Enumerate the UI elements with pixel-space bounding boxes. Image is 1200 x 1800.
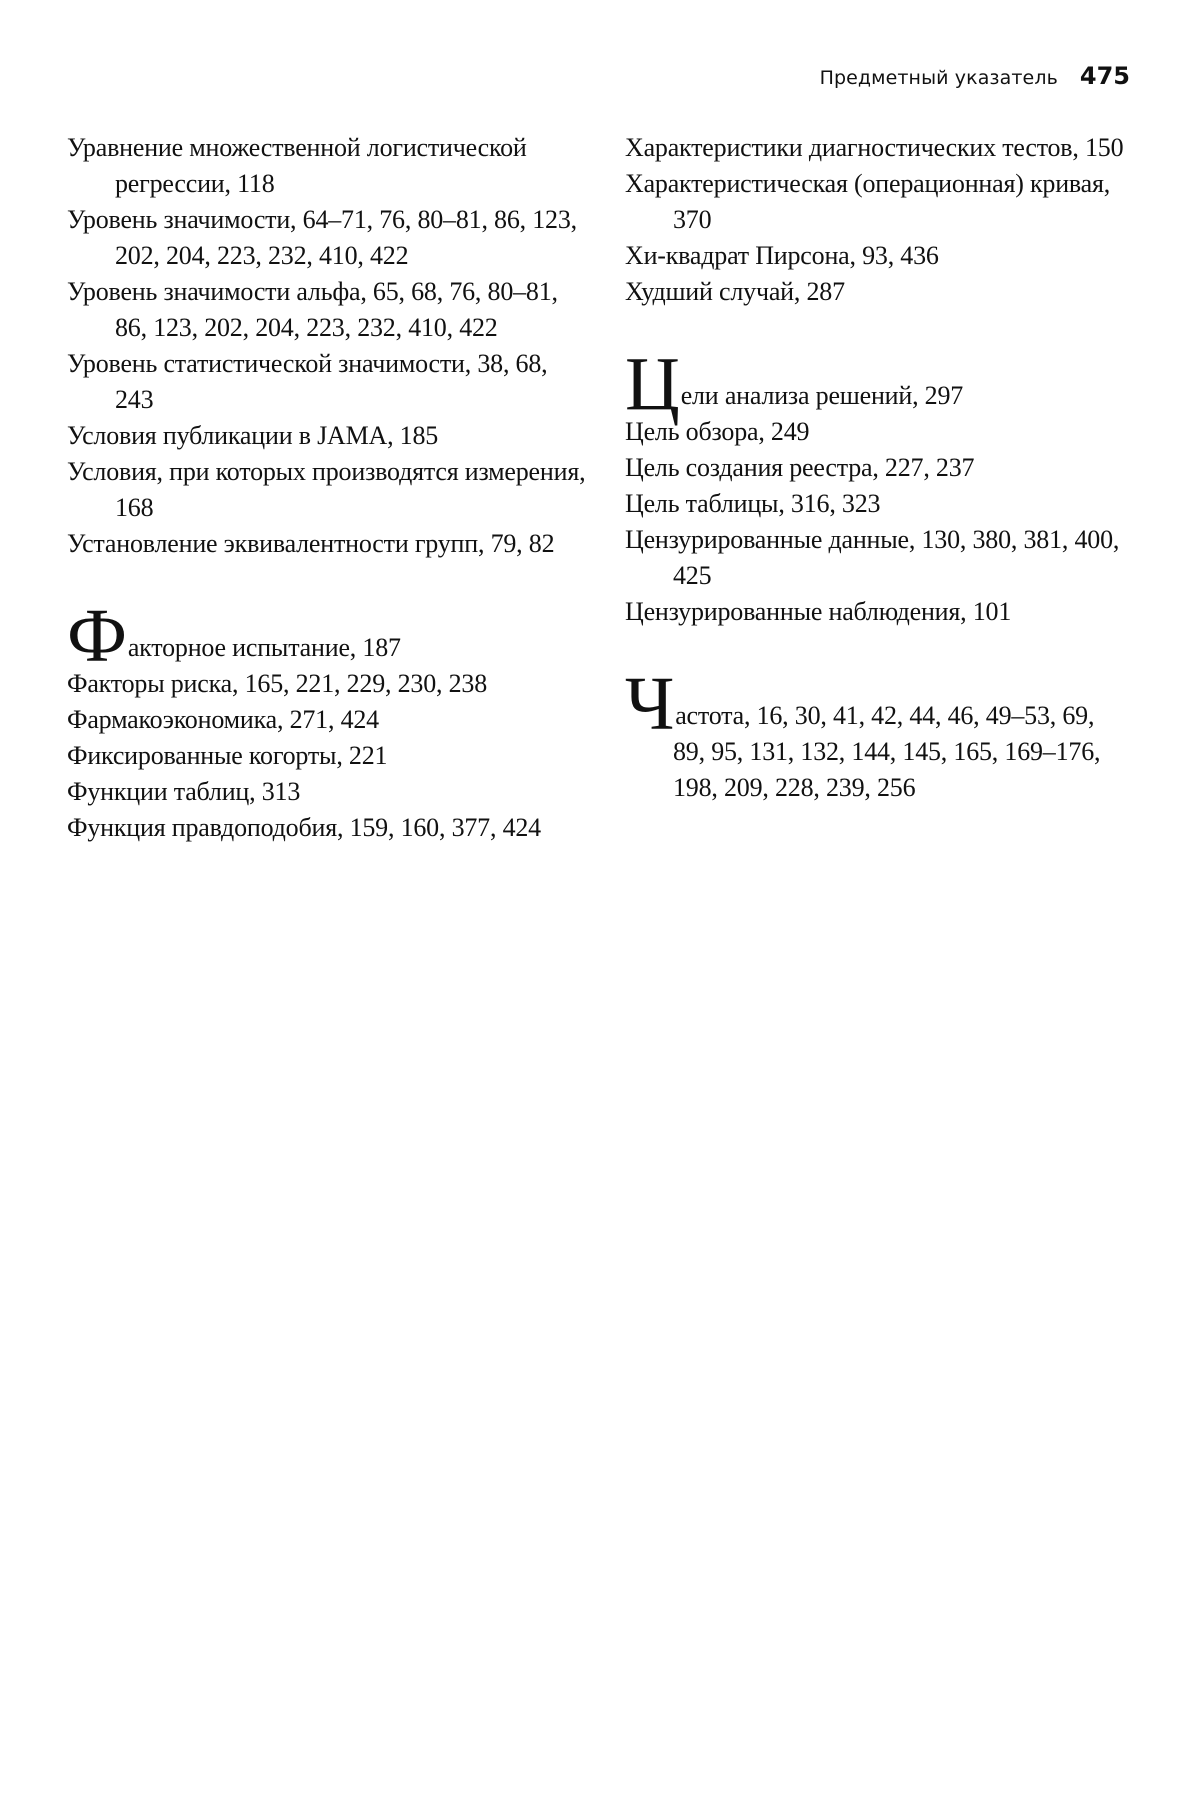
index-entry: Факторы риска, 165, 221, 229, 230, 238 xyxy=(67,669,487,698)
index-entry: Характеристики диагностических тестов, 150 xyxy=(625,133,1124,162)
drop-cap-letter: Ф xyxy=(67,594,127,678)
running-head xyxy=(820,62,1130,90)
section-first-entry-text: акторное испытание, 187 xyxy=(127,633,401,662)
index-entry: Условия, при которых производятся измерения, 168 xyxy=(67,457,586,522)
right-column xyxy=(625,130,1145,806)
index-entry: Цель создания реестра, 227, 237 xyxy=(625,453,975,482)
index-entry: Цензурированные наблюдения, 101 xyxy=(625,597,1012,626)
left-column xyxy=(67,130,587,846)
drop-cap-letter: Ц xyxy=(625,342,680,426)
index-entry: Уровень значимости, 64–71, 76, 80–81, 86, 123, 202, 204, 223, 232, 410, 422 xyxy=(67,205,577,270)
index-entry: Уровень статистической значимости, 38, 68, 243 xyxy=(67,349,548,414)
entry-continuation: 89, 95, 131, 132, 144, 145, 165, 169–176, 198, 209, 228, 239, 256 xyxy=(673,737,1101,802)
section-first-entry-text: астота, 16, 30, 41, 42, 44, 46, 49–53, 69, xyxy=(675,701,1095,730)
drop-cap-letter: Ч xyxy=(625,662,675,746)
index-entry: Фиксированные когорты, 221 xyxy=(67,741,388,770)
index-entry: Уровень значимости альфа, 65, 68, 76, 80–81, 86, 123, 202, 204, 223, 232, 410, 422 xyxy=(67,277,558,342)
index-entry: Фармакоэкономика, 271, 424 xyxy=(67,705,379,734)
running-head-title: Предметный указатель xyxy=(819,67,1058,89)
section-first-entry-text: ели анализа решений, 297 xyxy=(680,381,964,410)
section-first-entry xyxy=(67,594,587,678)
index-entry: Установление эквивалентности групп, 79, 82 xyxy=(67,529,555,558)
index-entry: Характеристическая (операционная) кривая, 370 xyxy=(625,169,1111,234)
index-entry: Условия публикации в JAMA, 185 xyxy=(67,421,439,450)
index-entry: Уравнение множественной логистической регрессии, 118 xyxy=(67,133,527,198)
index-entry: Хи-квадрат Пирсона, 93, 436 xyxy=(625,241,939,270)
page-number: 475 xyxy=(1079,62,1130,90)
index-entry: Цель таблицы, 316, 323 xyxy=(625,489,881,518)
index-entry: Цель обзора, 249 xyxy=(625,417,810,446)
index-entry: Функция правдоподобия, 159, 160, 377, 424 xyxy=(67,813,541,842)
section-first-entry xyxy=(625,662,1145,746)
index-entry: Худший случай, 287 xyxy=(625,277,845,306)
index-entry: Функции таблиц, 313 xyxy=(67,777,301,806)
section-first-entry xyxy=(625,342,1145,426)
index-section-f xyxy=(67,594,587,846)
index-section-ch xyxy=(625,662,1145,806)
index-section-ts xyxy=(625,342,1145,630)
index-entry: Цензурированные данные, 130, 380, 381, 400, 425 xyxy=(625,525,1120,590)
